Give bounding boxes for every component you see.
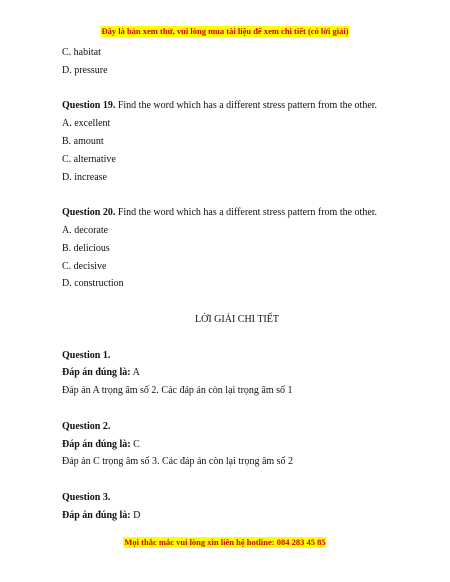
question-20-option-c: C. decisive [62, 260, 107, 272]
answer-1-value: A [130, 367, 140, 379]
question-20-label: Question 20. [62, 207, 116, 219]
answer-1-key [62, 364, 412, 382]
spacer [62, 293, 412, 311]
question-20-option-a: A. decorate [62, 224, 109, 236]
spacer [62, 186, 412, 204]
question-20-text: Find the word which has a different stress pattern from the other. [115, 207, 378, 219]
question-19-option-a: A. excellent [62, 118, 111, 130]
question-20-option-b: B. delicious [62, 242, 110, 254]
question-19-option-c: C. alternative [62, 153, 116, 165]
answer-1-explanation: Đáp án A trọng âm số 2. Các đáp án còn lại trọng âm số 1 [62, 385, 293, 397]
question-20-option-d: D. construction [62, 278, 124, 290]
document-body [62, 44, 412, 525]
answer-3-key [62, 507, 412, 525]
spacer [62, 329, 412, 347]
answer-1-key-label: Đáp án đúng là: [62, 367, 131, 379]
question-19-prompt [62, 97, 412, 115]
spacer [62, 471, 412, 489]
answer-3-key-label: Đáp án đúng là: [62, 509, 131, 521]
hotline-banner: Mọi thắc mắc vui lòng xin liên hệ hotline: 084 283 45 85 [124, 537, 326, 547]
answer-2-key [62, 436, 412, 454]
section-title: LỜI GIẢI CHI TIẾT [195, 313, 279, 325]
answer-3-value: D [130, 509, 141, 521]
answer-2-value: C [130, 438, 140, 450]
option-d: D. pressure [62, 64, 108, 76]
question-19-label: Question 19. [62, 100, 116, 112]
spacer [62, 400, 412, 418]
question-19-option-d: D. increase [62, 171, 107, 183]
spacer [62, 80, 412, 98]
question-19-option-b: B. amount [62, 135, 104, 147]
answer-2-label: Question 2. [62, 420, 111, 432]
preview-notice-banner: Đây là bản xem thử, vui lòng mua tài liệu để xem chi tiết (có lời giải) [101, 26, 349, 36]
question-19-text: Find the word which has a different stress pattern from the other. [115, 100, 378, 112]
answer-2-key-label: Đáp án đúng là: [62, 438, 131, 450]
question-20-prompt [62, 204, 412, 222]
answer-1-label: Question 1. [62, 349, 111, 361]
option-c: C. habitat [62, 47, 101, 58]
answer-2-explanation: Đáp án C trọng âm số 3. Các đáp án còn lại trọng âm số 2 [62, 456, 294, 468]
answer-3-label: Question 3. [62, 491, 111, 503]
